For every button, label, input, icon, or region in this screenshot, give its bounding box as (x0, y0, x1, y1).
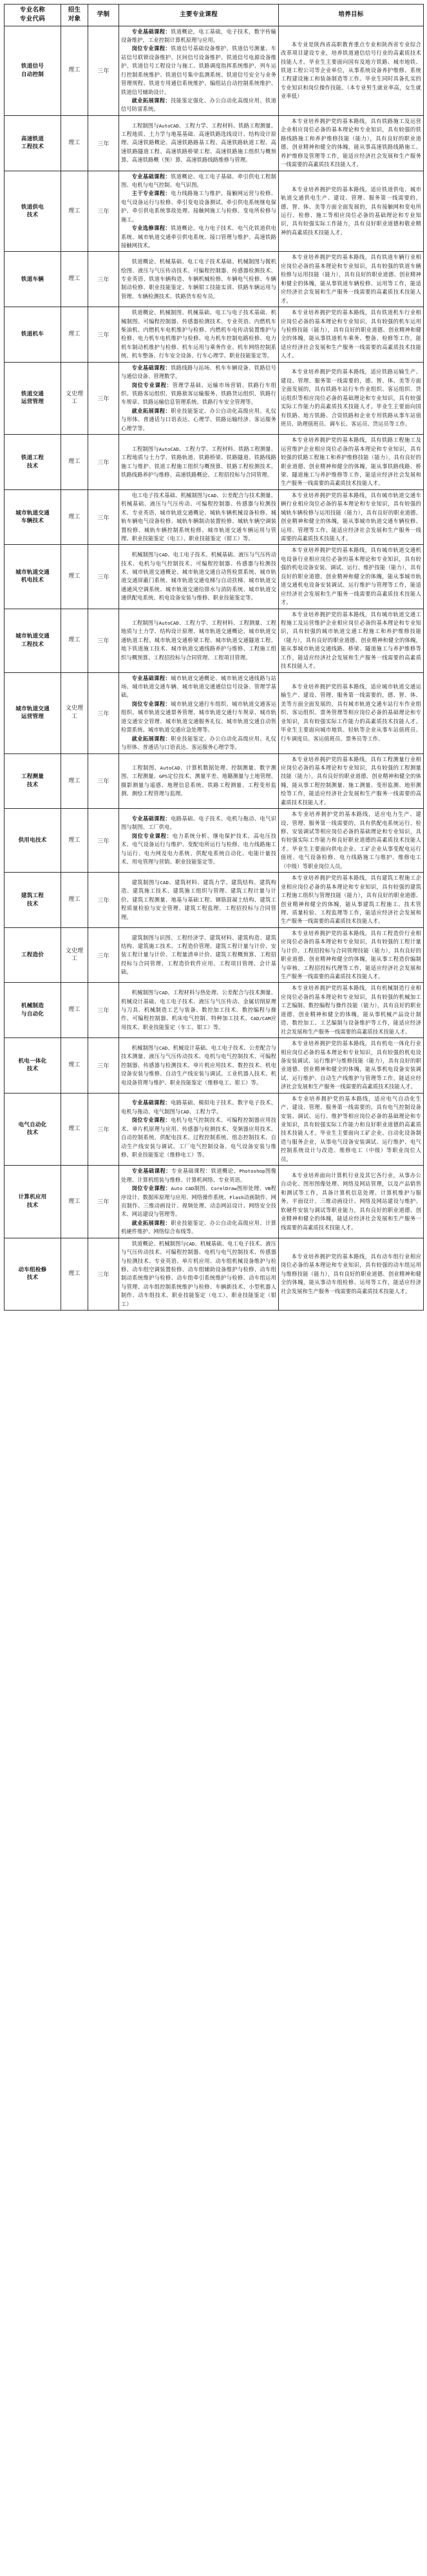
main-courses-cell (119, 545, 279, 609)
admission-target-cell: 理工 (61, 1093, 88, 1166)
header-admission-target-line2: 对象 (68, 15, 81, 23)
admission-target-cell: 理工 (61, 753, 88, 809)
table-row (5, 927, 424, 983)
table-row (5, 873, 424, 928)
course-text: 工程制图与AutoCAD、工程力学、工程材料、工程测量、工程地质与土力学、结构设计原理、城市轨道交通概论、城市轨道交通轨道工程、城市轨道交通桥梁工程、城市轨道交通隧道工程、地下铁道施工技术、城市轨道交通线路养护与维修、工程施工组织与概预算、工程招投标与合同管理、工程项目管理。 (121, 619, 276, 661)
major-name-cell (5, 873, 61, 928)
major-name-line: 运营管理 (21, 714, 44, 721)
table-row (5, 609, 424, 672)
duration-cell: 三年 (88, 435, 119, 490)
table-row (5, 489, 424, 545)
major-name-line: 机电一体化 (18, 1057, 47, 1065)
major-name-line: 运营管理 (21, 399, 44, 406)
course-text: 铁道概论、机械制图与CAD、机械基础、电工电子技术、液压与气压传动技术、可编程控制器、电机与电气控制技术、传感器与检测技术、专业英语、单片机应用、动车组机械设备维护与检修、动车组空调装置检修、动车组辅助设备维护与检修、动车组制动系统维护与检修、动车组牵引系统维护与检修、动车组运用与管理、动车组控制系统维护与检修、车辆新技术、小型机器人制作、动车组技术、职业技能鉴定（电工）、职业技能鉴定（钳工） (121, 1240, 276, 1307)
table-row (5, 1238, 424, 1311)
main-courses-cell (119, 362, 279, 435)
table-row (5, 26, 424, 115)
course-paragraph (121, 815, 276, 832)
major-name-cell (5, 1238, 61, 1311)
major-name-line: 供用电技术 (18, 837, 47, 844)
course-paragraph (121, 1099, 276, 1116)
major-name-line: 机电技术 (21, 577, 44, 584)
duration-cell: 三年 (88, 1038, 119, 1094)
course-group-label: 专业选修课程： (131, 225, 171, 232)
main-courses-cell (119, 1038, 279, 1094)
course-paragraph (121, 619, 276, 662)
table-row (5, 171, 424, 252)
major-name-line: 技术 (26, 1130, 39, 1137)
course-text: 铁道概论、机械基础、电工电子技术基础、机械制图与微机绘图、液压与气压传动技术、可编程控制器、传感器检测技术、专业英语、铁道车辆构造、车辆机械检修、车辆电气检修、车辆制动检修、职业技能鉴定、车辆钳工技能实训、铁路车辆运用与管理、车辆检测技术、铁路货车检车员。 (121, 258, 276, 299)
course-text: 电路基础、模拟电子技术、数字电子技术、电机与拖动、电气制图与CAD、工程力学。 (121, 1099, 276, 1115)
major-name-line: 技术 (26, 1202, 39, 1209)
duration-cell: 三年 (88, 927, 119, 983)
admission-target-line: 文史理 (65, 390, 84, 397)
major-name-line: 城市轨道交通 (15, 509, 50, 516)
major-name-cell (5, 983, 61, 1038)
course-group-label: 就业拓展课程： (131, 735, 171, 742)
duration-cell: 三年 (88, 1166, 119, 1238)
course-group-label: 就业拓展课程： (131, 97, 171, 104)
major-name-line: 建筑工程 (21, 893, 44, 900)
training-goal-paragraph: 本专业培养面向计算机行业及其它各行业，从事办公自动化、图形图像处理、网络及网站管理，以及产品销售和测试等工作，具备计算机信息处理、计算机维护与服务、平面设计、三维动画设计、网络及网站建设与维护、软硬件安装与调试等职业能力，具有良好的职业道德、创业精神和健全的体魄，能适应经济社会发展和生产服务一线需要的高素质技术技能人才。 (281, 1171, 421, 1231)
course-text: 职业技能鉴定、办公自动化高级应用、礼仪与形体、普通话与口语表达、心理学、铁路运输经济、客运服务心理学等。 (121, 407, 276, 431)
training-goal-paragraph: 本专业培养拥护党的基本路线，具有城市轨道交通车辆行业相应岗位必备的基本理论和专业知识，具有较强的城轨车辆检修与运用技能（能力），具有良好的职业道德、创业精神和健全的体魄，能从事城市轨道交通车辆检修、运用、管理等工作，能适应经济社会发展和生产服务一线需要的高素质技术技能人才。 (281, 491, 421, 542)
table-header (5, 5, 424, 26)
duration-cell: 三年 (88, 873, 119, 928)
main-courses-cell (119, 26, 279, 115)
major-name-cell (5, 609, 61, 672)
major-name-line: 机械制造 (21, 1003, 44, 1010)
course-paragraph (121, 551, 276, 603)
major-name-line: 工程技术 (21, 641, 44, 648)
duration-cell: 三年 (88, 753, 119, 809)
course-text: 城市轨道交通行车组织、城市轨道交通客运组织、城市轨道交通票务管理、城市轨道交通行车规章、城市轨道交通安全管理、城市轨道交通服务礼仪、城市轨道交通自动售检票系统、城市轨道交通应急处理等。 (121, 700, 276, 734)
major-name-cell (5, 927, 61, 983)
course-paragraph (121, 832, 276, 867)
course-paragraph (121, 28, 276, 45)
course-text: 电路基础、电子技术、电机与拖动、电气识图与制图、工厂供电。 (121, 815, 276, 831)
admission-target-cell: 理工 (61, 873, 88, 928)
course-text: 建筑制图与CAD、建筑材料、建筑力学、建筑结构、建筑构造、建筑施工技术、建筑施工组织与管理、建筑工程计量与计价、建筑工程测量、地基与基础工程、钢筋混凝土结构、建筑工程质量检验与安全管理、建筑工程监理、工程招投标与合同管理。 (121, 878, 276, 920)
header-main-courses: 主要专业课程 (119, 5, 279, 26)
course-text: 工程制图、AutoCAD、计算机数据处理、控制测量、数字测图、工程测量、GPS定位技术、测量平差、地籍测量与土地管理、摄影测量与遥感、地理信息系统、铁路工程测量、工程变形监测、测绘工程管理与监理。 (121, 764, 276, 797)
header-duration: 学制 (88, 5, 119, 26)
course-paragraph (121, 878, 276, 922)
course-group-label: 岗位专业课程： (131, 381, 173, 388)
duration-cell: 三年 (88, 171, 119, 252)
duration-cell: 三年 (88, 362, 119, 435)
major-name-line: 城市轨道交通 (15, 705, 50, 712)
major-name-cell (5, 545, 61, 609)
table-row (5, 252, 424, 307)
training-goal-paragraph: 本专业培养拥护党的基本路线，具有机械制造行业相应岗位必备的基本理论和专业知识，具有较强的机械加工工艺编制、数控编程与操作技能（能力），具有良好的职业道德、创业精神和健全的体魄，能从事机械产品设计制造、数控加工、工艺编制与设备维护等工作，能适应经济社会发展和生产服务一线需要的高素质技术技能人才。 (281, 985, 421, 1035)
major-name-line: 铁道机车 (21, 331, 44, 338)
duration-cell: 三年 (88, 252, 119, 307)
training-goal-cell (279, 672, 424, 753)
training-goal-paragraph: 本专业培养拥护党的基本路线，适应城市轨道交通运输生产、建设、管理、服务第一线需要的，德、智、体、美等方面全面发展的，具有城市轨道交通车站行车作业组织、客运组织、票务管理等相应岗位必备的基础理论和专业知识，具有较强实际工作能力的高素质技术技能人才。毕业生主要面向城市地铁、轻轨等企业从事车站值班员、行车调度员、客运值班员、票务员等工作。 (281, 683, 421, 742)
training-goal-paragraph: 本专业培养拥护党的基本路线，具有工程造价行业相应岗位必备的基本理论和专业知识，具有较强的工程计量与计价、工程招投标与合同管理技能（能力），具有良好的职业道德、创业精神和健全的体魄，能从事工程造价编制与审核、工程招投标代理等工作，能适应经济社会发展和生产服务一线需要的高素质技术技能人才。 (281, 929, 421, 980)
major-name-line: 铁道信号 (21, 63, 44, 70)
admission-target-cell: 理工 (61, 809, 88, 873)
admission-target-cell: 理工 (61, 435, 88, 490)
course-paragraph (121, 674, 276, 700)
course-text: Auto CAD制图、CorelDraw图形处理、VB程序设计、数据库原理与应用、网络操作系统、Flash动画制作、网页制作、三维动画设计、视频处理、动态网站设计、网络安全技术、网站建设与管理等。 (121, 1185, 276, 1218)
course-text: 职业技能鉴定、办公自动化高级应用、计算机硬件维护、网络综合布线等。 (121, 1219, 276, 1235)
training-goal-paragraph: 本专业培养拥护党的基本路线，适应铁路运输生产、建设、管理、服务第一线需要的，德、智、体、美等方面全面发展的，具有铁路车站行车作业组织、客运组织、货运组织等相应岗位必备的基础理论和专业知识，具有较强实际工作能力的高素质技术技能人才。毕业生主要面向国有铁路、地方铁路、合资铁路和企业专用铁路从事车站值班员、助理值班员、调车长、客运员、货运员等工作。 (281, 368, 421, 428)
table-row (5, 307, 424, 363)
main-courses-cell (119, 435, 279, 490)
major-name-line: 电气自动化 (18, 1121, 47, 1128)
duration-cell: 三年 (88, 115, 119, 171)
course-text: 专业基础课程：铁道概论、Photoshop图像处理、计算机组装与维修、计算机网络、专业英语。 (121, 1168, 276, 1183)
course-paragraph (121, 1044, 276, 1087)
training-goal-cell (279, 26, 424, 115)
main-courses-cell (119, 927, 279, 983)
major-name-cell (5, 1166, 61, 1238)
course-text: 机械制图与CAD、电工电子技术、机械基础、液压与气压传动技术、电机与电气控制技术、可编程控制器、传感器与检测技术、城市轨道交通概论、城市轨道交通自动售检票系统、城市轨道交通屏蔽门系统、城市轨道交通电梯与自动扶梯、城市轨道交通通风空调系统、城市轨道交通给排水与消防系统、城市轨道交通供配电系统、机电设备安装与维修、职业技能鉴定等。 (121, 551, 276, 601)
course-paragraph (121, 1240, 276, 1309)
training-goal-cell (279, 809, 424, 873)
main-courses-cell (119, 983, 279, 1038)
table-row (5, 115, 424, 171)
main-courses-cell (119, 171, 279, 252)
table-row (5, 1166, 424, 1238)
major-name-line: 工程造价 (21, 951, 44, 958)
main-courses-cell (119, 489, 279, 545)
course-paragraph (121, 224, 276, 250)
admission-target-cell: 理工 (61, 983, 88, 1038)
header-admission-target-line1: 招生 (68, 6, 81, 14)
training-goal-cell (279, 753, 424, 809)
duration-cell: 三年 (88, 489, 119, 545)
training-goal-paragraph: 本专业培养拥护党的基本路线，具有动车组行业相应岗位必备的基本理论和专业知识，具有较强的动车组运用与维修技能（能力），具有良好的职业道德、创业精神和健全的体魄，能从事动车组检修、运用等工作，能适应经济社会发展和生产服务一线需要的高素质技术技能人才。 (281, 1253, 421, 1294)
major-name-cell (5, 435, 61, 490)
course-group-label: 岗位专业课程： (131, 45, 171, 52)
duration-cell: 三年 (88, 545, 119, 609)
training-goal-cell (279, 115, 424, 171)
duration-cell: 三年 (88, 26, 119, 115)
course-text: 铁道概论、电工电子基础、牵引供电工程制图、电机与电气控制、电气识图。 (121, 173, 276, 188)
major-name-cell (5, 307, 61, 363)
header-admission-target (61, 5, 88, 26)
main-courses-cell (119, 252, 279, 307)
major-name-line: 动车组检修 (18, 1266, 47, 1273)
course-text: 铁道概论、机械制图、机械基础、电工与电子技术基础、机械制图、可编程控制器、传感器检测技术、专业英语、内燃机车柴油机、内燃机车电机维护与检修、内燃机车电传动装置维护与检修、电力机车电机维护与检修、电力机车控制电路检修、电力机车制动机维护与检修、机车运用与乘务作业、机车网络控制系统、机车整备、行车安全设备、行车心理学、职业技能鉴定等。 (121, 309, 276, 359)
course-paragraph (121, 381, 276, 407)
table-row (5, 753, 424, 809)
training-goal-cell (279, 362, 424, 435)
course-text: 机械制图与CAD、机械设计基础、电工电子技术、公差配合与技术测量、液压与气压传动技术、电机与电气控制技术、可编程控制器、传感器与检测技术、单片机应用技术、数控技术、机电设备安装与维修、自动生产线安装与调试、工业机器人技术、机电设备管理与维护、职业技能鉴定（维修电工、钳工）等。 (121, 1044, 276, 1086)
course-paragraph (121, 1116, 276, 1159)
admission-target-line: 文史理 (65, 947, 84, 954)
training-goal-cell (279, 927, 424, 983)
major-name-cell (5, 252, 61, 307)
course-paragraph (121, 97, 276, 114)
course-group-label: 专业基础课程： (131, 28, 171, 35)
training-goal-paragraph: 本专业培养拥护党的基本路线，具有工程测量行业相应岗位必备的基本理论和专业知识，具有较强的工程测量技能（能力），具有良好的职业道德、创业精神和健全的体魄，能从事工程控制测量、施工测量、变形监测、地形测绘等工作，能适应经济社会发展和生产服务一线需要的高素质技术技能人才。 (281, 755, 421, 806)
major-name-line: 铁道交通 (21, 390, 44, 397)
major-name-line: 技术 (26, 1066, 39, 1073)
major-name-line: 技术 (26, 1274, 39, 1282)
table-row (5, 545, 424, 609)
major-name-cell (5, 362, 61, 435)
admission-target-cell: 理工 (61, 26, 88, 115)
main-courses-cell (119, 609, 279, 672)
major-name-cell (5, 171, 61, 252)
training-goal-cell (279, 435, 424, 490)
header-training-goal: 培养目标 (279, 5, 424, 26)
course-group-label: 专业基础课程： (131, 364, 171, 371)
course-paragraph (121, 764, 276, 799)
table-row (5, 1038, 424, 1094)
course-paragraph (121, 445, 276, 480)
major-name-cell (5, 1093, 61, 1166)
major-name-line: 铁道供电 (21, 204, 44, 211)
table-row (5, 983, 424, 1038)
duration-cell: 三年 (88, 672, 119, 753)
admission-target-cell: 理工 (61, 252, 88, 307)
table-row (5, 672, 424, 753)
major-name-line: 技术 (26, 781, 39, 788)
course-group-label: 岗位专业课程： (131, 700, 171, 707)
admission-target-cell: 理工 (61, 1038, 88, 1094)
course-paragraph (121, 1167, 276, 1184)
training-goal-cell (279, 873, 424, 928)
course-text: 铁道概论，电工基础，电子技术，数字传输设备维护，工业控制计算机原理与应用。 (121, 28, 276, 43)
admission-target-cell (61, 362, 88, 435)
admission-target-line: 工 (71, 714, 78, 721)
major-name-line: 技术 (26, 462, 39, 469)
major-name-line: 计算机应用 (18, 1194, 47, 1201)
course-text: 铁道概论、电力电子技术、电气化铁道供电系统、城市轨道交通牵引供电系统、接口管理与维护、高速铁路接触网技术。 (121, 225, 276, 249)
course-text: 铁路线路与站场、机车车辆设备、铁路信号与通信设备、管理数学。 (121, 364, 276, 380)
main-courses-cell (119, 753, 279, 809)
major-name-cell (5, 753, 61, 809)
major-name-line: 工程技术 (21, 144, 44, 151)
course-paragraph (121, 735, 276, 752)
major-name-line: 铁道工程 (21, 455, 44, 462)
admission-target-cell: 理工 (61, 609, 88, 672)
admission-target-cell: 理工 (61, 545, 88, 609)
major-name-cell (5, 489, 61, 545)
course-paragraph (121, 989, 276, 1032)
major-name-line: 工程测量 (21, 773, 44, 781)
header-major-name-line1: 专业名称 (19, 6, 46, 14)
training-goal-paragraph: 本专业培养拥护党的基本路线，具有铁路施工及运营企业相应岗位必备的基本理论和专业知识，具有较强的铁路线路施工和养护维修技能（能力），具有良好的职业道德、创业精神和健全的体魄，能从事高速铁路线路施工、养护维修及管理等工作，能适应经济社会发展和生产服务一线需要的高素质技术技能人才。 (281, 117, 421, 168)
course-text: 管理学基础、运输市场营销、铁路行车组织、铁路客运组织、铁路旅客运输服务、铁路货运组织、铁路行车规章、铁路运输信息管理系统、铁路行车安全管理等。 (121, 381, 276, 406)
course-group-label: 岗位专业课程： (131, 1117, 171, 1124)
course-text: 工程制图与AutoCAD、工程力学、工程材料、铁路工程测量、工程地质与土力学、铁路轨道、铁路桥梁、铁路隧道、铁路线路施工与维护、铁道工程施工组织与概预算、铁路工程检测技术、铁路线路养护与维修、高速铁路概论、工程招投标与合同管理。 (121, 445, 276, 478)
admission-target-cell: 理工 (61, 1238, 88, 1311)
table-row (5, 809, 424, 873)
main-courses-cell (119, 307, 279, 363)
training-goal-paragraph: 本专业培养拥护党的基本路线，适应铁道供电、城市轨道交通供电生产、建设、管理、服务第一线需要的，德、智、体、美等方面全面发展的，具有接触网和变电所运行、检修、施工等相应岗位必备的基础理论和专业知识，具有较强实际工作能力，具有良好职业道德和敬业精神的高素质技术技能人才。 (281, 185, 421, 236)
course-group-label: 主干专业课程： (131, 190, 171, 197)
course-text: 技能鉴定强化、办公自动化高级应用、铁道信号防雷系统。 (121, 97, 276, 113)
training-goal-cell (279, 252, 424, 307)
majors-table (4, 4, 424, 1311)
course-text: 职业技能鉴定、办公自动化高级应用、礼仪与形体、普通话与口语表达、客运服务心理学等。 (121, 735, 276, 751)
admission-target-cell: 理工 (61, 115, 88, 171)
admission-target-cell: 理工 (61, 489, 88, 545)
main-courses-cell (119, 115, 279, 171)
major-name-line: 高速铁道 (21, 135, 44, 142)
course-text: 机械制图与CAD、工程材料与热处理、公差配合与技术测量、机械设计基础、电工电子技术、液压与气压传动、金属切削原理与刀具、机械制造工艺与装备、数控加工技术、数控编程与操作、可编程控制器、机床电气控制、特种加工技术、CAD/CAM应用技术、职业技能鉴定（车工、钳工）等。 (121, 989, 276, 1030)
admission-target-line: 工 (71, 399, 78, 406)
course-group-label: 就业拓展课程： (131, 407, 171, 414)
course-paragraph (121, 1219, 276, 1236)
major-name-line: 城市轨道交通 (15, 569, 50, 576)
training-goal-paragraph: 本专业培养拥护党的基本路线，具有建筑工程施工企业相应岗位必备的基本理论和专业知识，具有较强的建筑工程施工组织与管理技能（能力），具有良好的职业道德、创业精神和健全的体魄，能从事建筑工程施工、技术管理、质量检验、工程监理等工作，能适应经济社会发展和生产服务一线需要的高素质技术技能人才。 (281, 875, 421, 925)
duration-cell: 三年 (88, 809, 119, 873)
course-paragraph (121, 122, 276, 165)
admission-target-cell (61, 672, 88, 753)
table-row (5, 362, 424, 435)
training-goal-paragraph: 本专业培养拥护党的基本路线，具有城市轨道交通机电设备行业相应岗位必备的基本理论和专业知识，具有较强的机电设备安装、调试、运行、维护技能（能力），具有良好的职业道德、创业精神和健全的体魄，能从事城市轨道交通机电设备安装调试、运行维护与管理等工作，能适应经济社会发展和生产服务一线需要的高素质技术技能人才。 (281, 547, 421, 606)
training-goal-paragraph: 本专业培养拥护党的基本路线，具有铁道机车行业相应岗位必备的基本理论和专业知识，具有较强的机车运用与检修技能（能力），具有良好的职业道德、创业精神和健全的体魄，能从事铁道机车乘务、整备、检修等工作，能适应经济社会发展和生产服务一线需要的高素质技术技能人才。 (281, 309, 421, 359)
training-goal-paragraph: 本专业培养拥护党的基本路线，具有铁路工程施工及运营维护企业相应岗位必备的基本理论和专业知识，具有较强的铁路工程施工和养护维修技能（能力），具有良好的职业道德、创业精神和健全的体魄，能从事铁路线路、桥梁、隧道施工与养护维修等工作，能适应经济社会发展和生产服务一线需要的高素质技术技能人才。 (281, 437, 421, 487)
course-group-label: 专业基础课程： (131, 173, 171, 180)
course-text: 城市轨道交通概论、城市轨道交通线路与站场、城市轨道交通车辆、城市轨道交通通信信号设备、管理学基础。 (121, 674, 276, 699)
course-paragraph (121, 189, 276, 224)
course-text: 电机与电气控制技术、可编程控制器应用技术、单片机原理与应用、传感器与检测技术、变频器应用技术、自动控制系统、供配电技术、过程控制系统、组态控制技术、自动生产线安装与调试、工厂电气控制设备、电气设备安装与维修、职业技能鉴定（维修电工）等。 (121, 1117, 276, 1159)
major-name-cell (5, 1038, 61, 1094)
major-name-line: 技术 (26, 900, 39, 907)
training-goal-paragraph: 本专业培养拥护党的基本路线，具有机电一体化行业相应岗位必备的基本理论和专业知识，具有较强的机电设备安装调试、运行维护与维修技能（能力），具有良好的职业道德、创业精神和健全的体魄，能从事机电设备安装调试、运行维护、自动生产线维护与管理等工作，能适应经济社会发展和生产服务一线需要的高素质技术技能人才。 (281, 1040, 421, 1090)
major-name-line: 车辆技术 (21, 518, 44, 525)
training-goal-paragraph: 本专业培养拥护党的基本路线，适应电力生产、建设、管理、服务第一线需要的，具有供配电系统运行、检修、安装调试等相应岗位必备的基础理论和专业知识，具有较强实际工作能力和良好职业道德的高素质技术技能人才。毕业生主要面向供电企业、工矿企业从事变配电运行值班、电气设备检修、电力线路施工与维护、维修电工（中级）等职业岗位人员。 (281, 811, 421, 869)
course-paragraph (121, 173, 276, 190)
training-goal-cell (279, 489, 424, 545)
admission-target-cell: 理工 (61, 307, 88, 363)
major-name-line: 技术 (26, 211, 39, 218)
course-text: 工程制图与AutoCAD、工程力学、工程材料、铁路工程测量、工程地质、土力学与地基基础、高速铁路选线设计、结构设计原理、高速铁路概论、高速铁路路基工程、高速铁路轨道工程、高速铁路隧道工程、高速铁路桥梁工程、高速铁路施工组织与概预算、高速铁路概（预）算、高速铁路线路维修与管理。 (121, 122, 276, 164)
training-goal-paragraph: 本专业培养拥护党的基本路线，具有铁道车辆行业相应岗位必备的基本理论和专业知识，具有较强的铁道车辆检修与运用技能（能力），具有良好的职业道德、创业精神和健全的体魄，能从事铁道车辆检修、运用等工作，能适应经济社会发展和生产服务一线需要的高素质技术技能人才。 (281, 254, 421, 304)
admission-target-cell (61, 927, 88, 983)
major-name-line: 铁道车辆 (21, 276, 44, 283)
header-row (5, 5, 424, 26)
header-major-name (5, 5, 61, 26)
course-text: 电力线路施工与维护、接触网运营与检修、电气设备运行与检修、牵引变电设备测试、牵引供电系统继电保护、牵引供电系统事故处理、接触网施工与检修、变电所检修与施工。 (121, 190, 276, 223)
course-paragraph (121, 407, 276, 433)
course-group-label: 专业基础课程： (131, 1099, 171, 1106)
course-text: 建筑制图与识图、工程经济学、建筑材料、建筑构造、建筑结构、建筑施工技术、工程造价管理、建筑工程计量与计价、安装工程计量与计价、工程量清单计价、建筑工程概预算、工程招投标与合同管理、工程造价软件应用、工程项目管理、会计基础。 (121, 934, 276, 976)
course-paragraph (121, 700, 276, 735)
course-group-label: 专业基础课程： (131, 815, 171, 822)
major-name-cell (5, 809, 61, 873)
course-group-label: 专业基础课程： (131, 674, 171, 681)
main-courses-cell (119, 672, 279, 753)
course-paragraph (121, 364, 276, 381)
training-goal-cell (279, 983, 424, 1038)
duration-cell: 三年 (88, 1093, 119, 1166)
course-paragraph (121, 934, 276, 977)
training-goal-cell (279, 1166, 424, 1238)
main-courses-cell (119, 1093, 279, 1166)
major-name-cell (5, 26, 61, 115)
admission-target-line: 文史理 (65, 705, 84, 712)
admission-target-line: 工 (71, 956, 78, 963)
major-name-line: 与自动化 (21, 1010, 44, 1018)
major-name-line: 自动控制 (21, 71, 44, 78)
course-paragraph (121, 1184, 276, 1219)
table-row (5, 1093, 424, 1166)
course-group-label: 岗位专业课程： (131, 832, 173, 839)
course-paragraph (121, 491, 276, 544)
training-goal-paragraph: 本专业培养拥护党的基本路线，具有城市轨道交通工程施工及运营维护企业相应岗位必备的基本理论和专业知识，具有较强的城市轨道交通工程施工和养护维修技能（能力），具有良好的职业道德、创业精神和健全的体魄，能从事城市轨道交通线路、桥梁、隧道施工与养护维修等工作，能适应经济社会发展和生产服务一线需要的高素质技术技能人才。 (281, 611, 421, 670)
main-courses-cell (119, 1166, 279, 1238)
training-goal-cell (279, 171, 424, 252)
course-paragraph (121, 258, 276, 301)
course-paragraph (121, 308, 276, 361)
course-text: 铁道信号基础设备维护、铁道信号测量、车站信号联锁设备维护、区间信号设备维护、铁道信号电源设备维护、铁道信号工程设计与施工、铁路调度指挥系统维护、列车运行控制系统维护、铁道信号集中监测系统、铁道信号安全与业务管理规程、铁道专用通信系统维护、编组站自动控制系统维护、铁道信号辅助设计。 (121, 45, 276, 95)
training-goal-cell (279, 1038, 424, 1094)
major-name-cell (5, 672, 61, 753)
course-text: 电工电子技术基础、机械制图与CAD、公差配合与技术测量、机械基础、液压与气压传动、可编程控制器、传感器与检测技术、专业英语、城市轨道交通概论、城轨车辆机械设备检修、城轨车辆电气设备检修、城轨车辆制动装置检修、城轨车辆空调装置检修、城轨车辆控制系统检修、城市轨道交通车辆运用与管理、职业技能鉴定（电工）、职业技能鉴定（钳工）等。 (121, 491, 276, 542)
major-name-line: 城市轨道交通 (15, 633, 50, 640)
admission-target-cell: 理工 (61, 1166, 88, 1238)
duration-cell: 三年 (88, 983, 119, 1038)
duration-cell: 三年 (88, 609, 119, 672)
main-courses-cell (119, 1238, 279, 1311)
major-name-cell (5, 115, 61, 171)
duration-cell: 三年 (88, 1238, 119, 1311)
training-goal-cell (279, 609, 424, 672)
course-group-label: 就业拓展课程： (131, 1219, 171, 1226)
training-goal-cell (279, 1093, 424, 1166)
table-row (5, 435, 424, 490)
training-goal-paragraph: 本专业培养拥护党的基本路线，适应电气自动化生产、建设、管理、服务第一线需要的，具有电气控制设备安装、调试、运行、维护等相应岗位必备的基础理论和专业知识，具有较强实际工作能力和良好职业道德的高素质技术技能人才。毕业生主要面向工矿企业、自动化设备制造与服务企业，从事电气设备安装调试、运行维护、电气控制系统设计与改造、维修电工（中级）等职业岗位人员。 (281, 1095, 421, 1162)
main-courses-cell (119, 809, 279, 873)
course-text: 电力系统分析、继电保护技术、高电压技术、电气设备运行与维护、变配电所运行与检修、电力线路施工与运行、电力网及电力系统、供配电系统自动化、电能计量技术、用电管理与营销、职业技能鉴定等。 (121, 832, 276, 866)
header-major-name-line2: 专业代码 (19, 15, 46, 23)
training-goal-cell (279, 1238, 424, 1311)
training-goal-cell (279, 545, 424, 609)
course-paragraph (121, 44, 276, 97)
training-goal-cell (279, 307, 424, 363)
duration-cell: 三年 (88, 307, 119, 363)
training-goal-paragraph: 本专业是陕西省高职教育重点专业和陕西省专业综合改革项目建设专业，培养铁道通信信号行业的高素质技术技能人才。毕业生主要面向国有及地方铁路、城市地铁、铁道工程公司等企业单位，从事系统设备养护维修、系统工程建设施工和装备制造等工作。毕业生同时具备扎实的专业知识和岗位操作技能。（本专业男生就业率高，女生就业率低） (281, 41, 421, 100)
admission-target-cell: 理工 (61, 171, 88, 252)
table-body (5, 26, 424, 1311)
course-group-label: 岗位专业课程： (131, 1185, 171, 1192)
main-courses-cell (119, 873, 279, 928)
course-group-label: 专业基础课程： (131, 1168, 172, 1175)
